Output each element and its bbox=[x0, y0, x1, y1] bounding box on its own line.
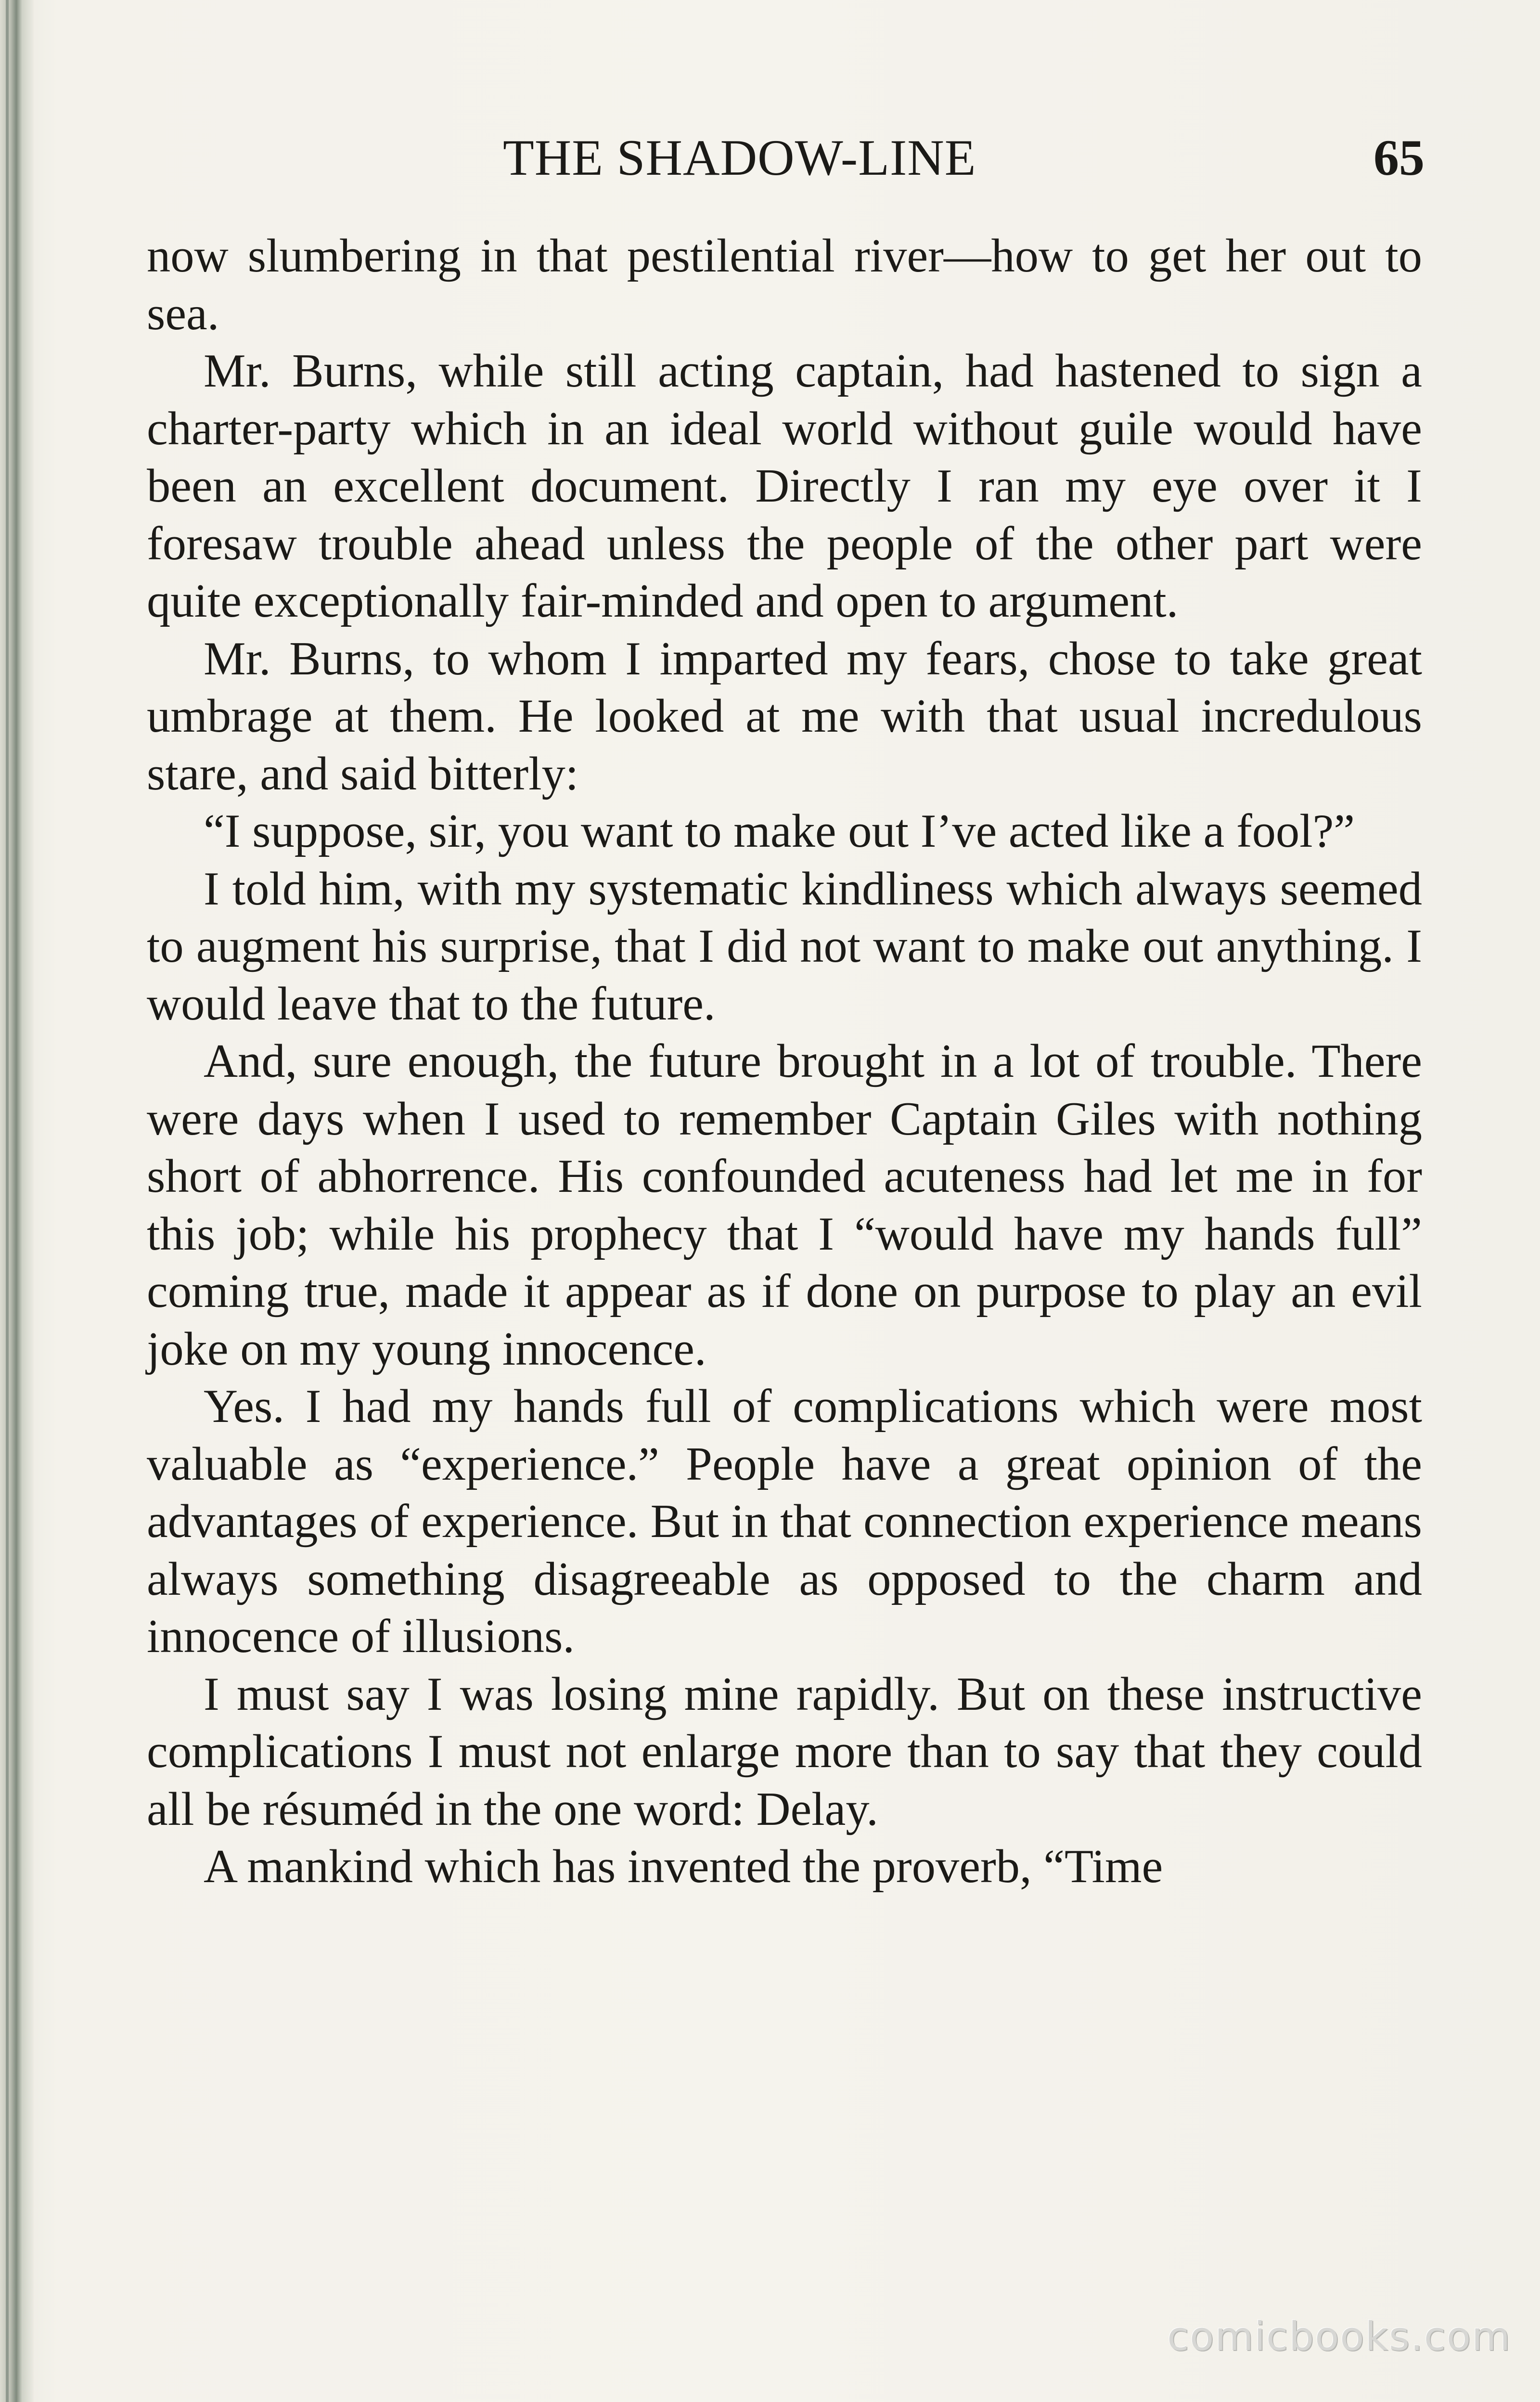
spine-edge-line bbox=[6, 0, 9, 2402]
paragraph: Yes. I had my hands full of complications which were most valuable as “experience.” People have a great opinion of the advantages of experience. But in that connection experience means always something disagreeable as opposed to the charm and innocence of illusions. bbox=[147, 1380, 1422, 1663]
watermark: comicbooks.com bbox=[1167, 2314, 1511, 2360]
paragraph: Mr. Burns, while still acting captain, had hastened to sign a charter-party which in an ideal world without guile would have been an excellent document. Directly I ran my eye over it I foresaw trouble ahead unless the people of the other part were quite exceptionally fair-minded and open to argument. bbox=[147, 345, 1422, 627]
running-title: THE SHADOW-LINE bbox=[503, 129, 976, 186]
paragraph: I must say I was losing mine rapidly. But on these instructive complications I must not enlarge more than to say that they could all be résuméd in the one word: Delay. bbox=[147, 1667, 1422, 1835]
paragraph: Mr. Burns, to whom I imparted my fears, chose to take great umbrage at them. He looked at me with that usual incredulous stare, and said bitterly: bbox=[147, 632, 1422, 800]
book-spine bbox=[0, 0, 34, 2402]
page-body-text bbox=[147, 227, 1422, 1896]
paragraph: “I suppose, sir, you want to make out I’ve acted like a fool?” bbox=[204, 805, 1355, 857]
page-number: 65 bbox=[1373, 129, 1424, 186]
paragraph: I told him, with my systematic kindliness which always seemed to augment his surprise, that I did not want to make out anything. I would leave that to the future. bbox=[147, 862, 1422, 1030]
page-header bbox=[144, 129, 1424, 187]
paragraph: A mankind which has invented the proverb, “Time bbox=[204, 1840, 1163, 1893]
paragraph: now slumbering in that pestilential river—how to get her out to sea. bbox=[147, 230, 1422, 340]
paragraph: And, sure enough, the future brought in a lot of trouble. There were days when I used to remember Captain Giles with nothing short of abhorrence. His confounded acuteness had let me in for this job; while his prophecy that I “would have my hands full” coming true, made it appear as if done on purpose to play an evil joke on my young innocence. bbox=[147, 1035, 1422, 1375]
